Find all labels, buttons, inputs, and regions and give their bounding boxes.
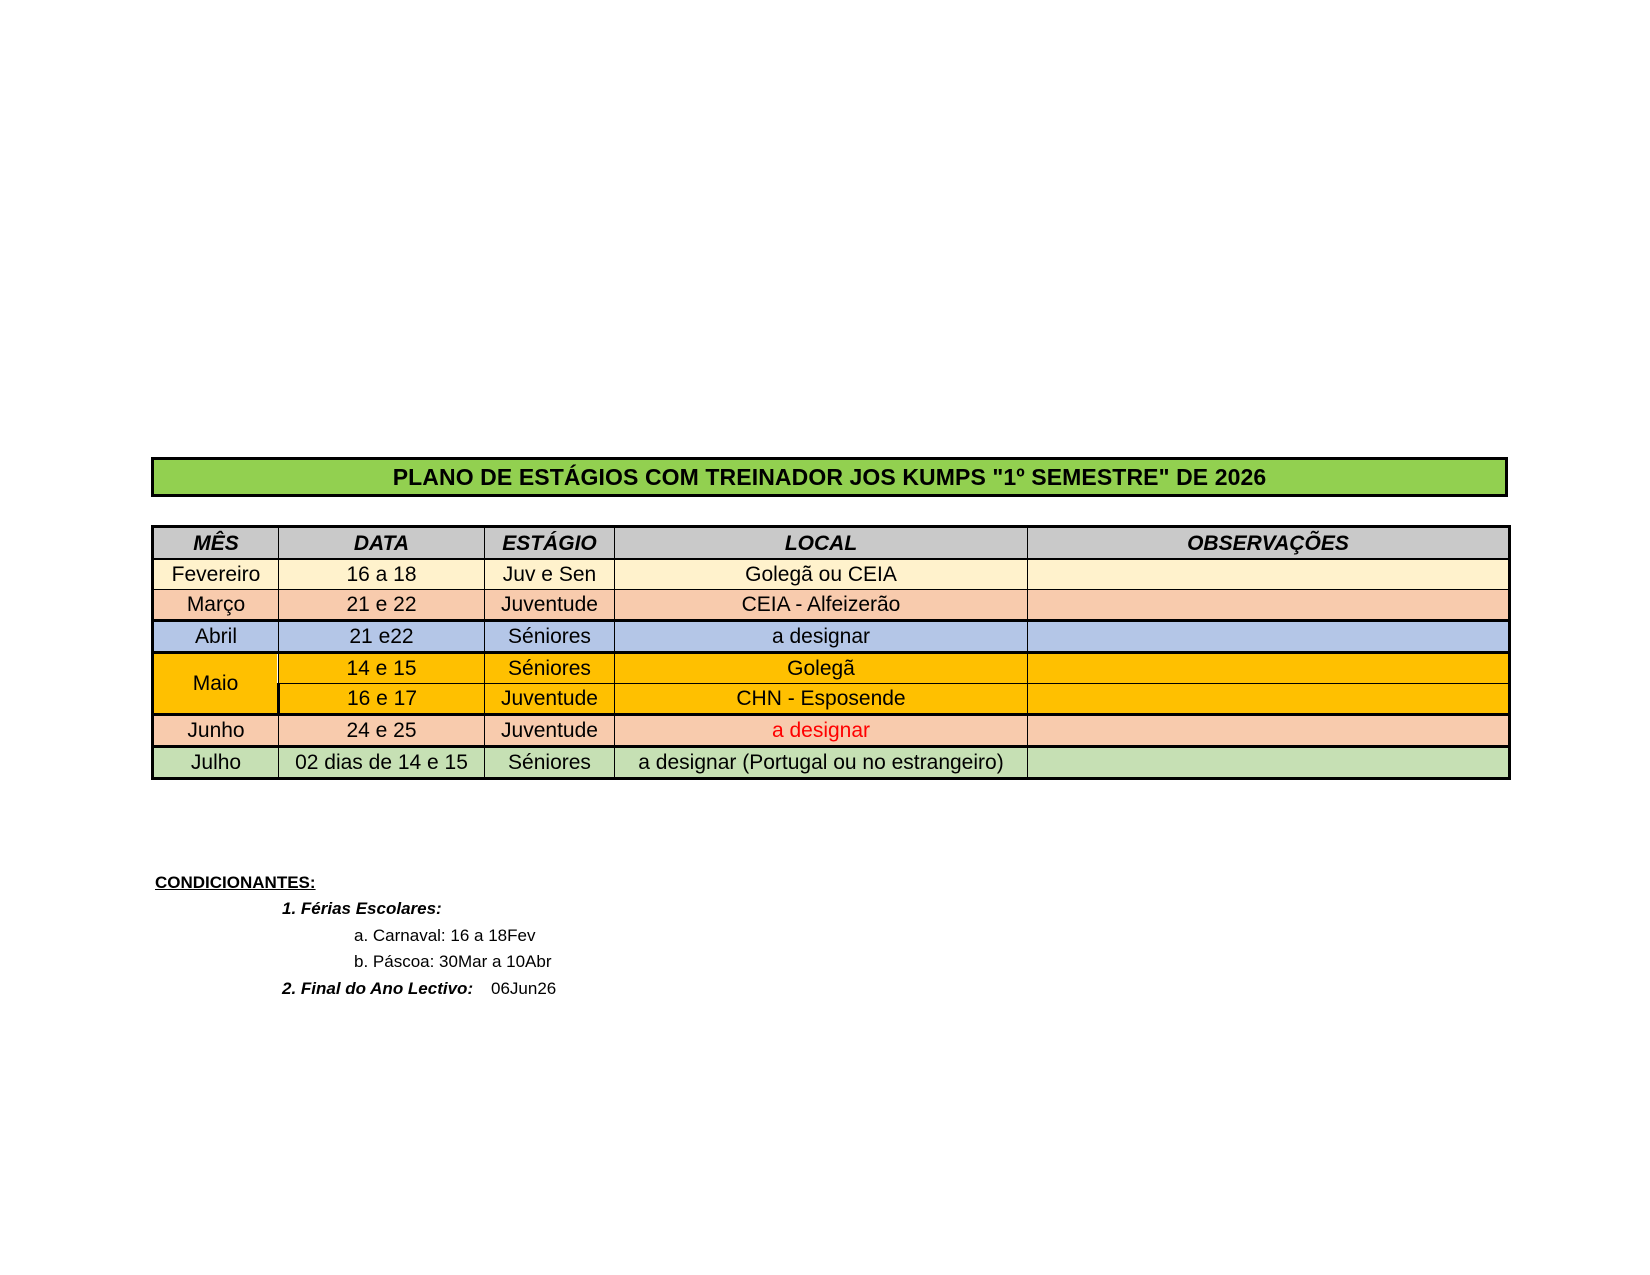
- column-header-date: DATA: [279, 527, 485, 560]
- month-cell: Fevereiro: [153, 559, 279, 590]
- local-cell: CHN - Esposende: [615, 684, 1028, 715]
- observations-cell: [1028, 621, 1510, 653]
- local-cell: CEIA - Alfeizerão: [615, 590, 1028, 621]
- conditions-heading: CONDICIONANTES:: [155, 873, 316, 892]
- column-header-month: MÊS: [153, 527, 279, 560]
- stage-cell: Juventude: [485, 684, 615, 715]
- stage-cell: Juv e Sen: [485, 559, 615, 590]
- observations-cell: [1028, 747, 1510, 779]
- date-cell: 21 e22: [279, 621, 485, 653]
- date-cell: 14 e 15: [279, 653, 485, 684]
- observations-cell: [1028, 715, 1510, 747]
- table-row: [153, 621, 1510, 653]
- observations-cell: [1028, 559, 1510, 590]
- table-row: [153, 559, 1510, 590]
- school-holidays-label: 1. Férias Escolares:: [282, 899, 442, 918]
- date-cell: 02 dias de 14 e 15: [279, 747, 485, 779]
- local-cell: a designar: [615, 621, 1028, 653]
- month-cell: Maio: [153, 653, 279, 715]
- carnival-note: a. Carnaval: 16 a 18Fev: [354, 926, 536, 945]
- date-cell: 16 e 17: [279, 684, 485, 715]
- table-row: [153, 590, 1510, 621]
- month-cell: Junho: [153, 715, 279, 747]
- local-cell: a designar: [615, 715, 1028, 747]
- date-cell: 21 e 22: [279, 590, 485, 621]
- column-header-observations: OBSERVAÇÕES: [1028, 527, 1510, 560]
- easter-note: b. Páscoa: 30Mar a 10Abr: [354, 952, 552, 971]
- table-row: [153, 747, 1510, 779]
- local-cell: a designar (Portugal ou no estrangeiro): [615, 747, 1028, 779]
- table-row: [153, 715, 1510, 747]
- stage-cell: Juventude: [485, 590, 615, 621]
- month-cell: Julho: [153, 747, 279, 779]
- stage-cell: Séniores: [485, 653, 615, 684]
- local-cell: Golegã ou CEIA: [615, 559, 1028, 590]
- column-header-local: LOCAL: [615, 527, 1028, 560]
- stage-cell: Séniores: [485, 747, 615, 779]
- month-cell: Abril: [153, 621, 279, 653]
- table-row: [153, 684, 1510, 715]
- school-year-end-label: 2. Final do Ano Lectivo:: [282, 979, 474, 998]
- observations-cell: [1028, 684, 1510, 715]
- date-cell: 24 e 25: [279, 715, 485, 747]
- school-year-end-value: 06Jun26: [491, 979, 557, 998]
- table-row: [153, 653, 1510, 684]
- stage-cell: Séniores: [485, 621, 615, 653]
- date-cell: 16 a 18: [279, 559, 485, 590]
- stage-cell: Juventude: [485, 715, 615, 747]
- table-header-row: [153, 527, 1510, 560]
- column-header-stage: ESTÁGIO: [485, 527, 615, 560]
- stages-table: [151, 525, 1511, 780]
- local-cell: Golegã: [615, 653, 1028, 684]
- month-cell: Março: [153, 590, 279, 621]
- page-title: PLANO DE ESTÁGIOS COM TREINADOR JOS KUMPS "1º SEMESTRE" DE 2026: [151, 457, 1508, 497]
- observations-cell: [1028, 590, 1510, 621]
- observations-cell: [1028, 653, 1510, 684]
